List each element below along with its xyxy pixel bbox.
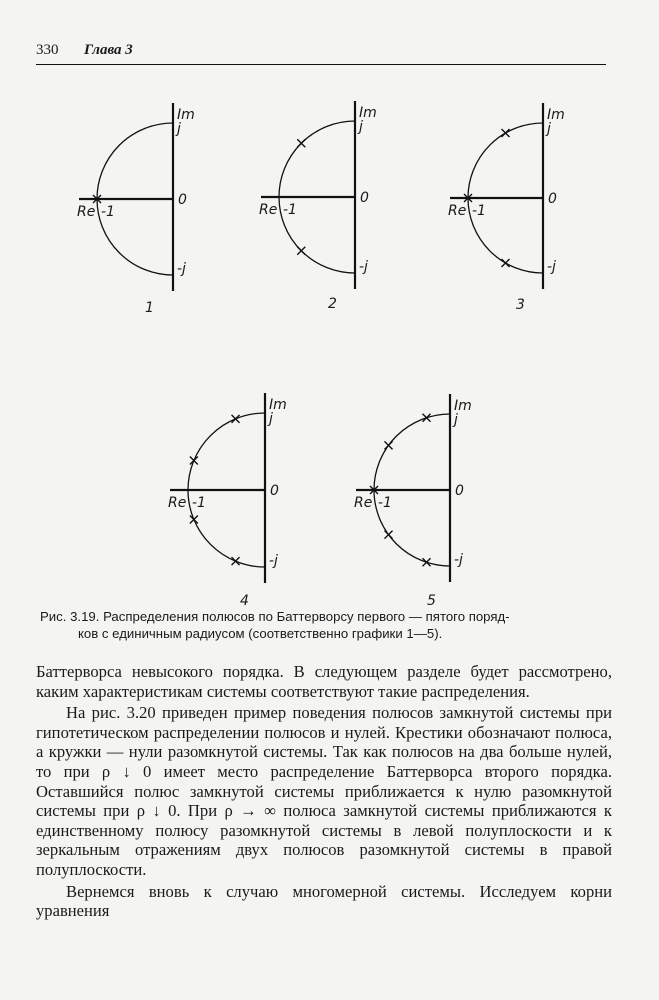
pole-marker <box>297 247 305 255</box>
minus-j-label: -j <box>454 552 463 568</box>
paragraph-3: Вернемся вновь к случаю многомерной системы. Исследуем корни уравнения <box>36 881 612 921</box>
panel-number: 3 <box>516 297 525 313</box>
im-label: Im <box>359 105 377 121</box>
im-label: Im <box>269 397 287 413</box>
zero-label: 0 <box>270 483 279 499</box>
caption-line-1: Рис. 3.19. Распределения полюсов по Баттерворсу первого — пятого поряд- <box>40 609 510 624</box>
pole-marker <box>190 457 198 465</box>
pole-marker <box>190 515 198 523</box>
pole-marker <box>423 558 431 566</box>
zero-label: 0 <box>455 483 464 499</box>
pole-marker <box>502 259 510 267</box>
panel-number: 4 <box>240 593 249 609</box>
minus-one-label: -1 <box>283 202 297 218</box>
zero-label: 0 <box>178 192 187 208</box>
minus-j-label: -j <box>177 261 186 277</box>
minus-j-label: -j <box>269 553 278 569</box>
zero-label: 0 <box>548 191 557 207</box>
pole-plot-3 <box>448 103 565 313</box>
re-label: Re <box>168 495 187 511</box>
re-label: Re <box>77 204 96 220</box>
im-label: Im <box>547 107 565 123</box>
pole-marker <box>385 531 393 539</box>
pole-plot-4 <box>168 393 287 609</box>
chapter-title: Глава 3 <box>84 42 133 58</box>
j-label: j <box>269 411 273 427</box>
pole-plot-1 <box>77 103 195 316</box>
minus-one-label: -1 <box>378 495 392 511</box>
j-label: j <box>547 121 551 137</box>
page-number: 330 <box>36 42 59 58</box>
pole-marker <box>232 415 240 423</box>
re-label: Re <box>448 203 467 219</box>
body-text <box>36 662 612 921</box>
pole-plot-2 <box>259 101 377 312</box>
re-label: Re <box>354 495 373 511</box>
panel-number: 1 <box>145 300 154 316</box>
figure-caption <box>40 608 620 642</box>
zero-label: 0 <box>360 190 369 206</box>
minus-j-label: -j <box>547 259 556 275</box>
im-label: Im <box>454 398 472 414</box>
pole-marker <box>297 139 305 147</box>
im-label: Im <box>177 107 195 123</box>
j-label: j <box>359 119 363 135</box>
minus-one-label: -1 <box>472 203 486 219</box>
pole-plot-5 <box>354 394 472 609</box>
minus-j-label: -j <box>359 259 368 275</box>
pole-marker <box>502 129 510 137</box>
j-label: j <box>177 121 181 137</box>
minus-one-label: -1 <box>101 204 115 220</box>
caption-line-2: ков с единичным радиусом (соответственно графики 1—5). <box>78 626 443 641</box>
j-label: j <box>454 412 458 428</box>
paragraph-2: На рис. 3.20 приведен пример поведения полюсов замкнутой системы при гипотетическом распределении полюсов и нулей. Крестики обозначают полюса, а кружки — нули разомкнутой системы. Так как полюсов на два больше нулей, то при ρ ↓ 0 имеет место распределение Баттерворса второго порядка. Оставшийся полюс замкнутой системы приближается к нулю разомкнутой системы при ρ ↓ 0. При ρ → ∞ полюса замкнутой системы приближаются к единственному полюсу разомкнутой системы в левой полуплоскости и к зеркальным отражениям двух полюсов разомкнутой системы в правой полуплоскости. <box>36 703 612 879</box>
pole-marker <box>385 441 393 449</box>
pole-marker <box>232 557 240 565</box>
re-label: Re <box>259 202 278 218</box>
panel-number: 5 <box>427 593 436 609</box>
panel-number: 2 <box>328 296 337 312</box>
minus-one-label: -1 <box>192 495 206 511</box>
pole-marker <box>423 414 431 422</box>
paragraph-1: Баттерворса невысокого порядка. В следующем разделе будет рассмотрено, каким характеристикам системы соответствуют такие распределения. <box>36 662 612 701</box>
